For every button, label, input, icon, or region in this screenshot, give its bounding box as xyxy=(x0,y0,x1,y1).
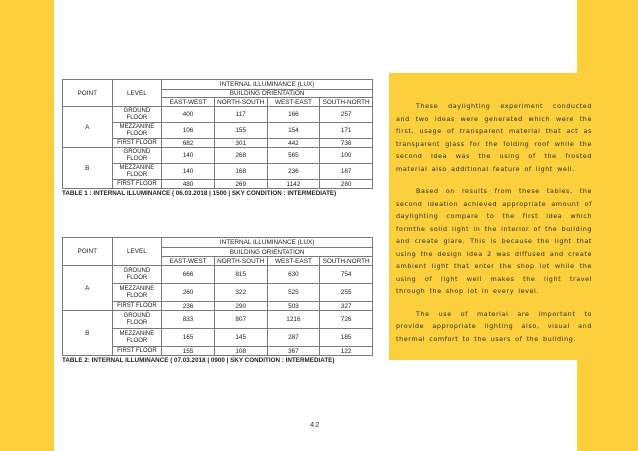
table-1-caption: TABLE 1 : INTERNAL ILLUMINANCE ( 06.03.2018 | 1500 | SKY CONDITION : INTERMEDIATE) xyxy=(62,190,337,197)
level-label: MEZZANINE FLOOR xyxy=(112,329,162,347)
header-orientation: NORTH-SOUTH xyxy=(214,98,267,107)
illuminance-value: 165 xyxy=(162,329,215,347)
illuminance-table-2 xyxy=(62,237,373,356)
illuminance-value: 185 xyxy=(320,329,373,347)
illuminance-value: 260 xyxy=(162,284,215,302)
table-2-caption: TABLE 2: INTERNAL ILLUMINANCE ( 07.03.2018 | 0900 | SKY CONDITION : INTERMEDIATE) xyxy=(62,357,335,364)
illuminance-value: 108 xyxy=(214,347,267,356)
illuminance-value: 140 xyxy=(162,164,215,180)
illuminance-value: 236 xyxy=(162,302,215,311)
illuminance-value: 630 xyxy=(267,266,320,284)
illuminance-value: 565 xyxy=(267,148,320,164)
illuminance-value: 168 xyxy=(214,164,267,180)
illuminance-value: 140 xyxy=(162,148,215,164)
illuminance-value: 503 xyxy=(267,302,320,311)
illuminance-value: 442 xyxy=(267,139,320,148)
illuminance-value: 736 xyxy=(320,139,373,148)
illuminance-value: 754 xyxy=(320,266,373,284)
header-point: POINT xyxy=(63,238,113,266)
level-label: MEZZANINE FLOOR xyxy=(112,123,162,139)
illuminance-value: 1142 xyxy=(267,180,320,189)
header-orientation: NORTH-SOUTH xyxy=(214,257,267,266)
header-orientation: WEST-EAST xyxy=(267,257,320,266)
table-1-block xyxy=(62,79,373,197)
illuminance-value: 106 xyxy=(162,123,215,139)
illuminance-value: 833 xyxy=(162,311,215,329)
level-label: MEZZANINE FLOOR xyxy=(112,284,162,302)
illuminance-value: 269 xyxy=(214,180,267,189)
table-2-block xyxy=(62,237,373,364)
illuminance-value: 480 xyxy=(162,180,215,189)
illuminance-value: 287 xyxy=(267,329,320,347)
illuminance-value: 666 xyxy=(162,266,215,284)
illuminance-value: 807 xyxy=(214,311,267,329)
illuminance-value: 1216 xyxy=(267,311,320,329)
point-label: B xyxy=(63,148,113,189)
point-label: A xyxy=(63,266,113,311)
illuminance-value: 145 xyxy=(214,329,267,347)
level-label: FIRST FLOOR xyxy=(112,347,162,356)
illuminance-value: 290 xyxy=(214,302,267,311)
header-subgroup: BUILDING ORIENTATION xyxy=(162,90,373,98)
illuminance-value: 100 xyxy=(320,148,373,164)
illuminance-value: 682 xyxy=(162,139,215,148)
illuminance-value: 171 xyxy=(320,123,373,139)
point-label: A xyxy=(63,107,113,148)
header-orientation: EAST-WEST xyxy=(162,98,215,107)
illuminance-value: 117 xyxy=(214,107,267,123)
illuminance-value: 236 xyxy=(267,164,320,180)
header-subgroup: BUILDING ORIENTATION xyxy=(162,248,373,257)
illuminance-value: 257 xyxy=(320,107,373,123)
table-row xyxy=(63,148,373,164)
paragraph-1: These daylighting experiment conducted and two ideas were generated which were the first, usage of transparent material that act as transparent glass for the folding roof while the second idea was the using of the frosted material also additional feature of light well. xyxy=(396,102,592,173)
illuminance-value: 525 xyxy=(267,284,320,302)
illuminance-value: 268 xyxy=(214,148,267,164)
illuminance-value: 255 xyxy=(320,284,373,302)
illuminance-table-1 xyxy=(62,79,373,189)
level-label: GROUND FLOOR xyxy=(112,107,162,123)
illuminance-value: 322 xyxy=(214,284,267,302)
table-row xyxy=(63,311,373,329)
illuminance-value: 187 xyxy=(320,164,373,180)
level-label: GROUND FLOOR xyxy=(112,148,162,164)
illuminance-value: 166 xyxy=(267,107,320,123)
header-point: POINT xyxy=(63,80,113,107)
header-orientation: SOUTH-NORTH xyxy=(320,257,373,266)
header-orientation: WEST-EAST xyxy=(267,98,320,107)
header-level: LEVEL xyxy=(112,80,162,107)
header-orientation: EAST-WEST xyxy=(162,257,215,266)
level-label: FIRST FLOOR xyxy=(112,139,162,148)
illuminance-value: 815 xyxy=(214,266,267,284)
illuminance-value: 301 xyxy=(214,139,267,148)
level-label: FIRST FLOOR xyxy=(112,180,162,189)
point-label: B xyxy=(63,311,113,356)
table-row xyxy=(63,266,373,284)
level-label: FIRST FLOOR xyxy=(112,302,162,311)
illuminance-value: 327 xyxy=(320,302,373,311)
header-level: LEVEL xyxy=(112,238,162,266)
page-number: 42 xyxy=(310,420,321,429)
header-group: INTERNAL ILLUMINANCE (LUX) xyxy=(162,80,373,90)
header-orientation: SOUTH-NORTH xyxy=(320,98,373,107)
illuminance-value: 367 xyxy=(267,347,320,356)
paragraph-2: Based on results from these tables, the second ideation achieved appropriate amount of daylighting compare to the first idea which formthe solid light in the interior of the building and create glare. This is because the light that using the design idea 2 was diffused and create ambient light that enter the shop lot while the using of light well makes the light travel through the shop lot in every level. xyxy=(396,187,592,295)
level-label: GROUND FLOOR xyxy=(112,311,162,329)
level-label: MEZZANINE FLOOR xyxy=(112,164,162,180)
illuminance-value: 155 xyxy=(162,347,215,356)
illuminance-value: 122 xyxy=(320,347,373,356)
illuminance-value: 155 xyxy=(214,123,267,139)
table-row xyxy=(63,107,373,123)
discussion-text xyxy=(396,100,592,355)
illuminance-value: 280 xyxy=(320,180,373,189)
illuminance-value: 154 xyxy=(267,123,320,139)
illuminance-value: 726 xyxy=(320,311,373,329)
header-group: INTERNAL ILLUMINANCE (LUX) xyxy=(162,238,373,248)
illuminance-value: 400 xyxy=(162,107,215,123)
level-label: GROUND FLOOR xyxy=(112,266,162,284)
paragraph-3: The use of material are important to provide appropriate lighting also, visual and thermal comfort to the users of the building. xyxy=(396,309,592,343)
